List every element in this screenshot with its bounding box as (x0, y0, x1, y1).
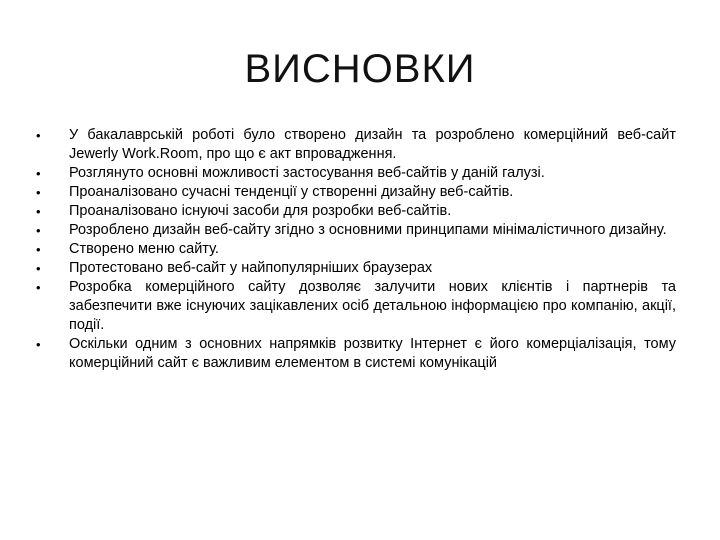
bullet-icon: • (36, 337, 41, 352)
bullet-icon: • (36, 166, 41, 181)
list-item-text: Розглянуто основні можливості застосування веб-сайтів у даній галузі. (69, 165, 545, 181)
bullet-icon: • (36, 242, 41, 257)
bullet-icon: • (36, 204, 41, 219)
list-item (36, 335, 676, 373)
list-item-text: Розроблено дизайн веб-сайту згідно з основними принципами мінімалістичного дизайну. (69, 222, 667, 238)
bullet-icon: • (36, 223, 41, 238)
bullet-icon: • (36, 128, 41, 143)
list-item (36, 202, 676, 221)
list-item-text: Створено меню сайту. (69, 241, 219, 257)
list-item (36, 221, 676, 240)
slide-title: ВИСНОВКИ (244, 47, 476, 91)
bullet-icon: • (36, 280, 41, 295)
bullet-icon: • (36, 185, 41, 200)
list-item (36, 240, 676, 259)
list-item (36, 126, 676, 164)
list-item (36, 278, 676, 335)
list-item-text: Розробка комерційного сайту дозволяє залучити нових клієнтів і партнерів та забезпечити вже існуючих зацікавлених осіб детальною інформацією про компанію, акції, події. (69, 279, 676, 333)
list-item-text: У бакалаврській роботі було створено дизайн та розроблено комерційний веб-сайт Jewerly Work.Room, про що є акт впровадження. (69, 127, 676, 162)
list-item (36, 259, 676, 278)
list-item (36, 164, 676, 183)
list-item (36, 183, 676, 202)
list-item-text: Проаналізовано сучасні тенденції у створенні дизайну веб-сайтів. (69, 184, 514, 200)
list-item-text: Оскільки одним з основних напрямків розвитку Інтернет є його комерціалізація, тому комерційний сайт є важливим елементом в системі комунікацій (69, 336, 676, 371)
list-item-text: Протестовано веб-сайт у найпопулярніших браузерах (69, 260, 433, 276)
bullet-icon: • (36, 261, 41, 276)
list-item-text: Проаналізовано існуючі засоби для розробки веб-сайтів. (69, 203, 452, 219)
conclusions-list (36, 126, 676, 373)
